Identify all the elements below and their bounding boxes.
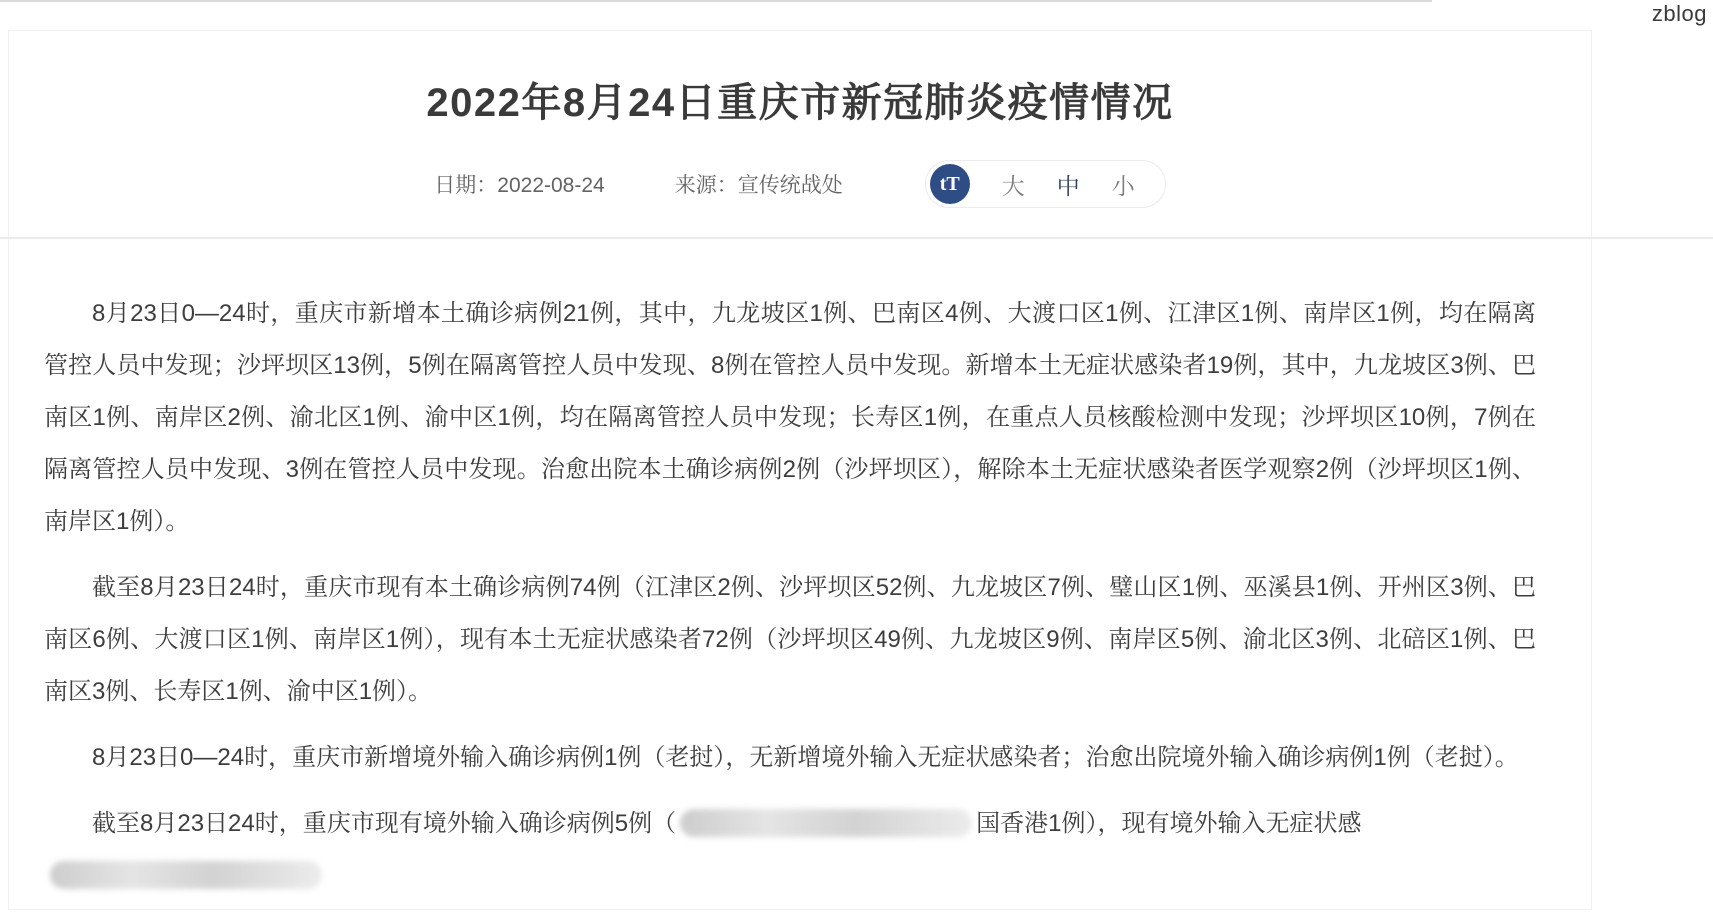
font-size-option-small[interactable]: 小: [1111, 172, 1135, 199]
article-paragraph-2: 截至8月23日24时，重庆市现有本土确诊病例74例（江津区2例、沙坪坝区52例、九龙坡区7例、璧山区1例、巫溪县1例、开州区3例、巴南区6例、大渡口区1例、南岸区1例），现有本土无症状感染者72例（沙坪坝区49例、九龙坡区9例、南岸区5例、渝北区3例、北碚区1例、巴南区3例、长寿区1例、渝中区1例）。: [44, 574, 1536, 705]
font-size-icon: tT: [930, 164, 970, 204]
font-size-widget: [925, 160, 1166, 208]
site-watermark: zblog: [1651, 1, 1707, 26]
article-meta: [9, 160, 1591, 208]
article-date: [434, 169, 604, 199]
redacted-blur-region-1: [680, 809, 972, 837]
font-size-option-large[interactable]: 大: [1001, 172, 1025, 199]
date-value: 2022-08-24: [497, 174, 605, 197]
font-size-option-medium[interactable]: 中: [1056, 172, 1080, 199]
article-paragraph-3: 8月23日0—24时，重庆市新增境外输入确诊病例1例（老挝），无新增境外输入无症状感染者；治愈出院境外输入确诊病例1例（老挝）。: [92, 744, 1519, 771]
window-top-edge: [0, 0, 1432, 2]
article-paragraph-4: [44, 798, 1536, 902]
paragraph-4-text-middle: 国香港1例），现有境外输入无症状感: [976, 810, 1362, 837]
article-source: [675, 169, 843, 199]
source-value: 宣传统战处: [737, 174, 843, 197]
page-title: 2022年8月24日重庆市新冠肺炎疫情情况: [426, 81, 1174, 125]
article-body: [44, 288, 1536, 916]
content-separator: [0, 237, 1713, 239]
article-paragraph-1: 8月23日0—24时，重庆市新增本土确诊病例21例，其中，九龙坡区1例、巴南区4例、大渡口区1例、江津区1例、南岸区1例，均在隔离管控人员中发现；沙坪坝区13例，5例在隔离管控人员中发现、8例在管控人员中发现。新增本土无症状感染者19例，其中，九龙坡区3例、巴南区1例、南岸区2例、渝北区1例、渝中区1例，均在隔离管控人员中发现；长寿区1例，在重点人员核酸检测中发现；沙坪坝区10例，7例在隔离管控人员中发现、3例在管控人员中发现。治愈出院本土确诊病例2例（沙坪坝区），解除本土无症状感染者医学观察2例（沙坪坝区1例、南岸区1例）。: [44, 300, 1536, 535]
date-label: 日期：: [434, 174, 498, 197]
redacted-blur-region-2: [50, 861, 322, 889]
paragraph-4-text-start: 截至8月23日24时，重庆市现有境外输入确诊病例5例（: [92, 810, 677, 837]
source-label: 来源：: [674, 174, 738, 197]
